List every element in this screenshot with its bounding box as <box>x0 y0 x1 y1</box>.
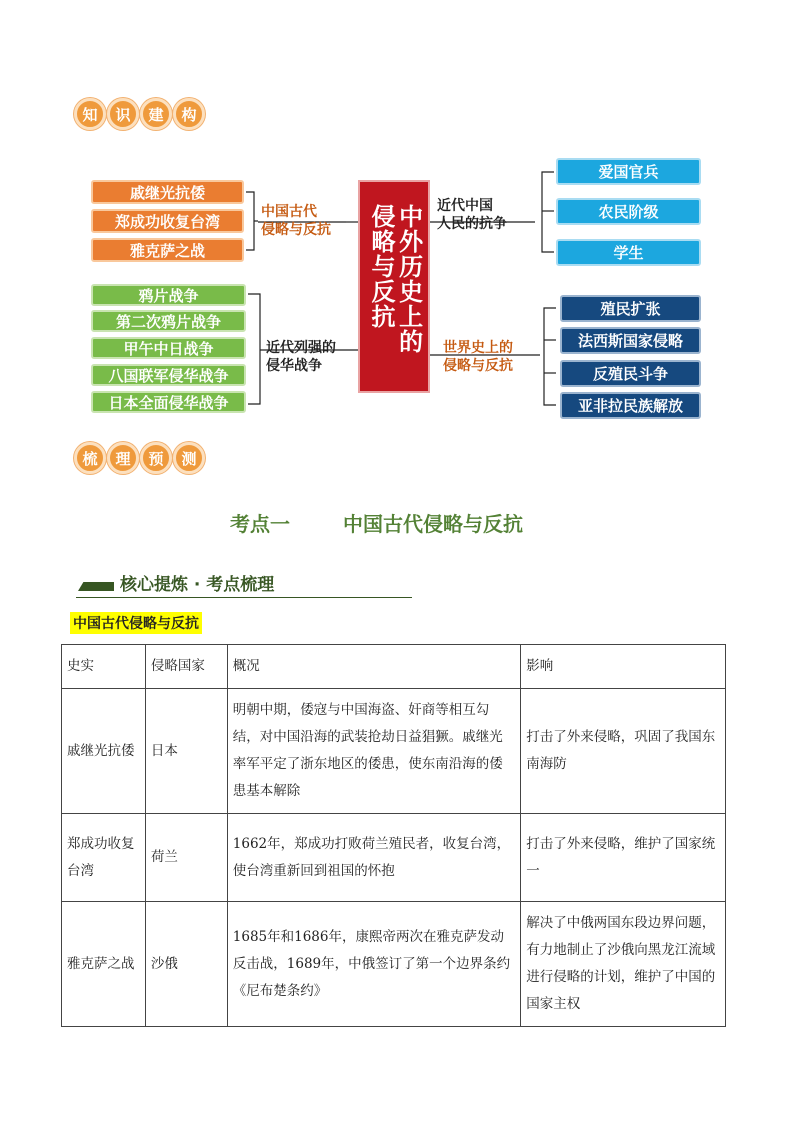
label-line: 世界史上的 <box>443 340 513 356</box>
mindmap-item-world: 法西斯国家侵略 <box>560 327 701 354</box>
table-header-cell: 侵略国家 <box>145 645 227 689</box>
table-header-row <box>62 645 726 689</box>
cell-impact: 打击了外来侵略，巩固了我国东南海防 <box>521 689 726 814</box>
mindmap-center <box>358 180 430 393</box>
cell-summary: 1685年和1686年，康熙帝两次在雅克萨发动反击战，1689年，中俄签订了第一个边界条约《尼布楚条约》 <box>227 902 521 1027</box>
mindmap-label-invasion <box>266 339 336 375</box>
mindmap-item-world: 亚非拉民族解放 <box>560 392 701 419</box>
mindmap-item-world: 反殖民斗争 <box>560 360 701 387</box>
badge-char: 理 <box>107 442 139 474</box>
badge-char: 测 <box>173 442 205 474</box>
cell-country: 沙俄 <box>145 902 227 1027</box>
label-line: 侵华战争 <box>266 358 322 374</box>
cell-event: 戚继光抗倭 <box>62 689 146 814</box>
mindmap-item-resistance: 学生 <box>556 239 701 266</box>
mindmap-item-invasion: 第二次鸦片战争 <box>91 310 246 332</box>
label-line: 中国古代 <box>261 204 317 220</box>
badge-char: 建 <box>140 98 172 130</box>
mindmap-item-ancient: 郑成功收复台湾 <box>91 209 244 233</box>
badge-char: 梳 <box>74 442 106 474</box>
mindmap-item-invasion: 鸦片战争 <box>91 284 246 306</box>
badge-char: 构 <box>173 98 205 130</box>
cell-event: 雅克萨之战 <box>62 902 146 1027</box>
table-header-cell: 概况 <box>227 645 521 689</box>
table-row <box>62 689 726 814</box>
mindmap-item-invasion: 八国联军侵华战争 <box>91 364 246 386</box>
mindmap-label-resistance <box>437 197 507 233</box>
mindmap-item-invasion: 日本全面侵华战争 <box>91 391 246 413</box>
table-row <box>62 902 726 1027</box>
kaodian-title: 中国古代侵略与反抗 <box>342 512 523 536</box>
table-row <box>62 814 726 902</box>
mindmap-center-title: 中外历史上的侵略与反抗 <box>367 204 423 354</box>
cell-country: 荷兰 <box>145 814 227 902</box>
table-header-cell: 影响 <box>521 645 726 689</box>
badge-char: 预 <box>140 442 172 474</box>
mindmap-item-world: 殖民扩张 <box>560 295 701 322</box>
label-line: 近代中国 <box>437 198 493 214</box>
table-header-cell: 史实 <box>62 645 146 689</box>
mindmap-item-invasion: 甲午中日战争 <box>91 337 246 359</box>
mindmap-item-resistance: 农民阶级 <box>556 198 701 225</box>
kaodian-number: 考点一 <box>230 512 290 536</box>
mindmap-item-ancient: 戚继光抗倭 <box>91 180 244 204</box>
mindmap-label-ancient <box>261 203 331 239</box>
mindmap-item-resistance: 爱国官兵 <box>556 158 701 185</box>
cell-summary: 明朝中期，倭寇与中国海盗、奸商等相互勾结，对中国沿海的武装抢劫日益猖獗。戚继光率军平定了浙东地区的倭患，使东南沿海的倭患基本解除 <box>227 689 521 814</box>
mindmap-item-ancient: 雅克萨之战 <box>91 238 244 262</box>
label-line: 侵略与反抗 <box>443 358 513 374</box>
section-badge-review <box>74 442 206 474</box>
mindmap-label-world <box>443 339 513 375</box>
cell-impact: 解决了中俄两国东段边界问题，有力地制止了沙俄向黑龙江流域进行侵略的计划，维护了中国的国家主权 <box>521 902 726 1027</box>
highlight-subtitle: 中国古代侵略与反抗 <box>70 612 202 634</box>
cell-impact: 打击了外来侵略，维护了国家统一 <box>521 814 726 902</box>
badge-char: 识 <box>107 98 139 130</box>
badge-char: 知 <box>74 98 106 130</box>
kaodian-heading <box>230 508 523 537</box>
core-underline <box>76 597 412 598</box>
cell-summary: 1662年，郑成功打败荷兰殖民者，收复台湾，使台湾重新回到祖国的怀抱 <box>227 814 521 902</box>
label-line: 近代列强的 <box>266 340 336 356</box>
cell-event: 郑成功收复台湾 <box>62 814 146 902</box>
core-flag-icon <box>78 582 114 591</box>
label-line: 侵略与反抗 <box>261 222 331 238</box>
facts-table <box>61 644 726 1027</box>
label-line: 人民的抗争 <box>437 216 507 232</box>
core-heading: 核心提炼 · 考点梳理 <box>120 575 275 595</box>
cell-country: 日本 <box>145 689 227 814</box>
